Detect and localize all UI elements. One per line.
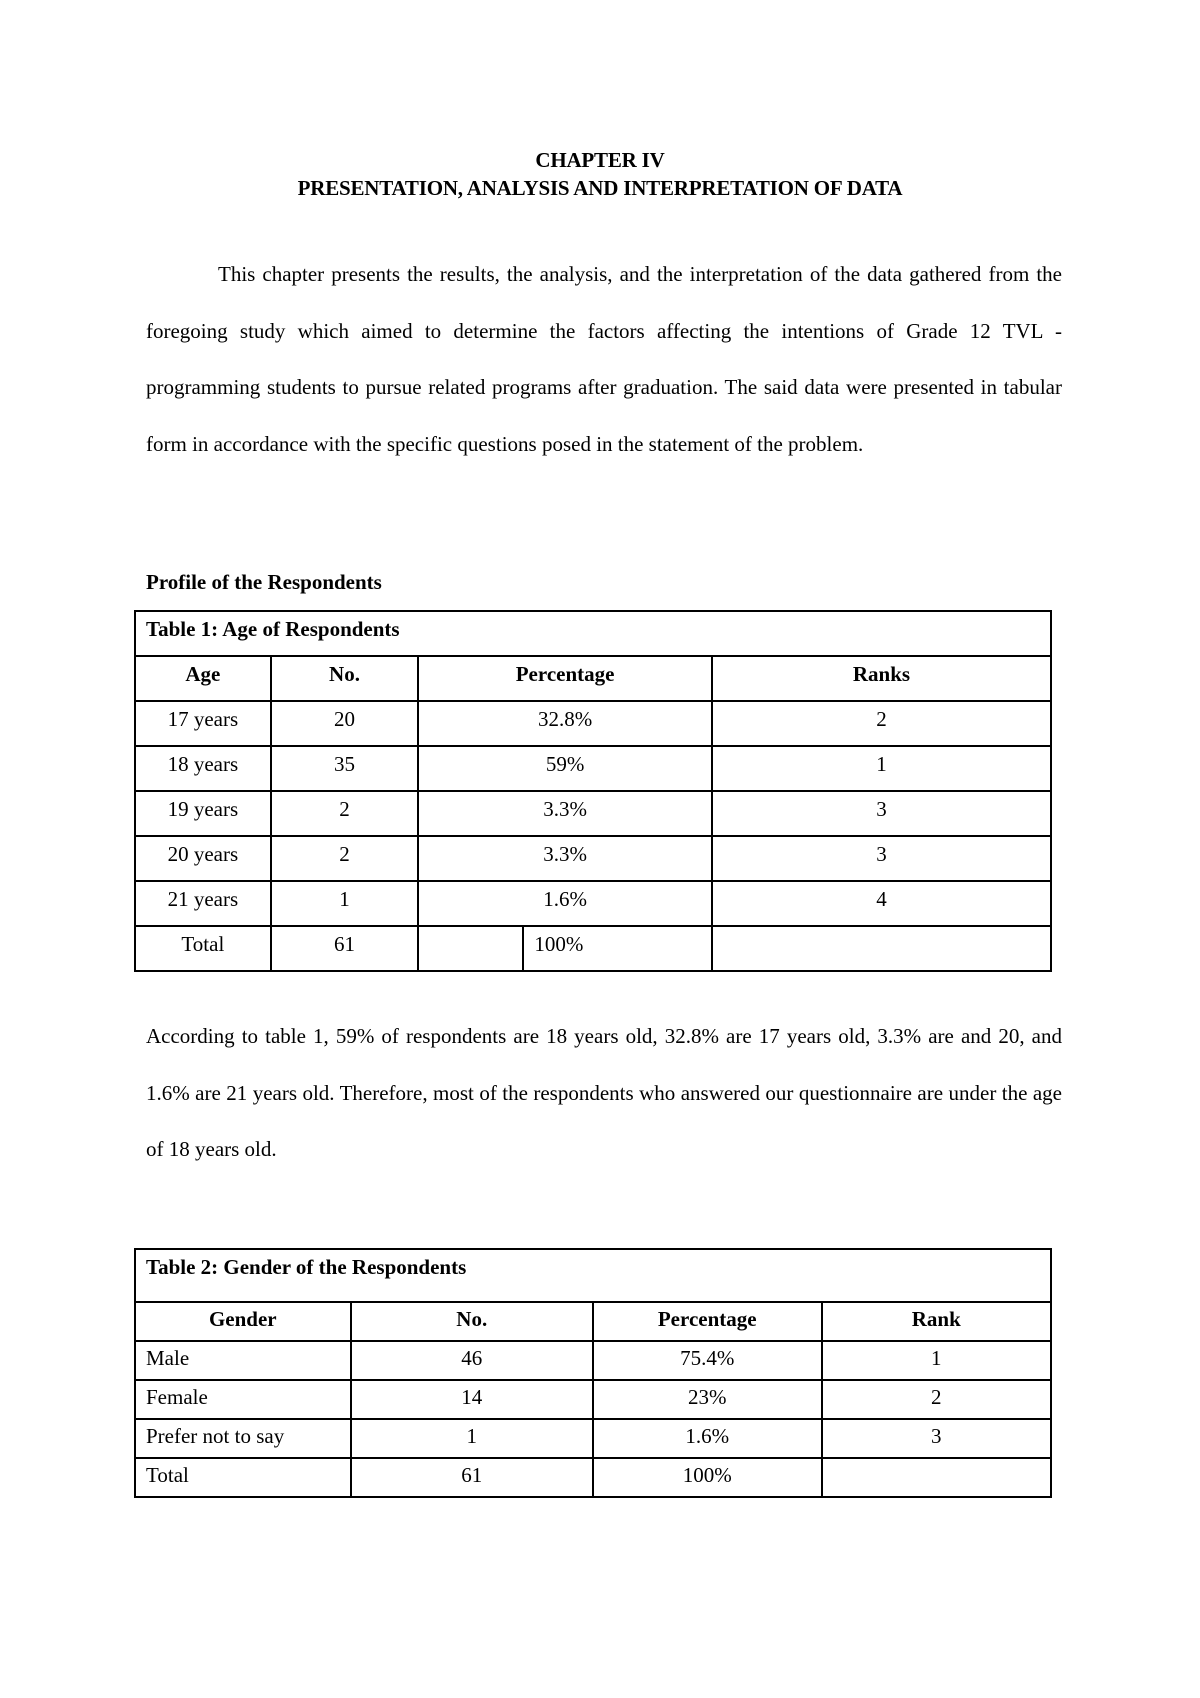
gender-cell: Female — [135, 1380, 351, 1419]
rank-cell: 2 — [822, 1380, 1051, 1419]
count-cell: 2 — [271, 836, 419, 881]
count-cell: 1 — [351, 1419, 593, 1458]
gender-table-header-row — [135, 1302, 1051, 1341]
rank-cell: 3 — [712, 836, 1051, 881]
count-cell: 2 — [271, 791, 419, 836]
table-row — [135, 836, 1051, 881]
age-cell: 21 years — [135, 881, 271, 926]
total-row — [135, 926, 1051, 971]
table1-paragraph: According to table 1, 59% of respondents are 18 years old, 32.8% are 17 years old, 3.3% are and 20, and 1.6% are 21 years old. Therefore, most of the respondents who answered our questionnaire are under the age of 18 years old. — [146, 1024, 1062, 1161]
chapter-title: PRESENTATION, ANALYSIS AND INTERPRETATION OF DATA — [297, 176, 903, 200]
total-row — [135, 1458, 1051, 1497]
rank-cell: 4 — [712, 881, 1051, 926]
header-ranks: Ranks — [712, 656, 1051, 701]
rank-cell: 3 — [822, 1419, 1051, 1458]
percentage-cell: 1.6% — [593, 1419, 822, 1458]
age-cell: 17 years — [135, 701, 271, 746]
percentage-cell: 59% — [418, 746, 712, 791]
split-divider — [419, 927, 524, 970]
total-percentage: 100% — [534, 932, 584, 956]
gender-table — [134, 1248, 1052, 1498]
rank-cell: 1 — [822, 1341, 1051, 1380]
table-row — [135, 1380, 1051, 1419]
age-cell: 18 years — [135, 746, 271, 791]
age-cell: 19 years — [135, 791, 271, 836]
intro-paragraph-text: This chapter presents the results, the analysis, and the interpretation of the data gathered from the foregoing study which aimed to determine the factors affecting the intentions of Grade 12 TVL -programming students to pursue related programs after graduation. The said data were presented in tabular form in accordance with the specific questions posed in the statement of the problem. — [146, 262, 1062, 456]
header-gender: Gender — [135, 1302, 351, 1341]
total-percentage: 100% — [593, 1458, 822, 1497]
total-count: 61 — [351, 1458, 593, 1497]
percentage-cell: 3.3% — [418, 836, 712, 881]
percentage-cell: 1.6% — [418, 881, 712, 926]
gender-cell: Prefer not to say — [135, 1419, 351, 1458]
percentage-cell: 32.8% — [418, 701, 712, 746]
header-percentage: Percentage — [418, 656, 712, 701]
age-table-header-row — [135, 656, 1051, 701]
percentage-cell: 3.3% — [418, 791, 712, 836]
header-percentage: Percentage — [593, 1302, 822, 1341]
section-heading: Profile of the Respondents — [146, 570, 382, 594]
header-no: No. — [271, 656, 419, 701]
count-cell: 46 — [351, 1341, 593, 1380]
gender-cell: Male — [135, 1341, 351, 1380]
table-row — [135, 881, 1051, 926]
rank-cell: 2 — [712, 701, 1051, 746]
table-row — [135, 701, 1051, 746]
total-count: 61 — [271, 926, 419, 971]
age-cell: 20 years — [135, 836, 271, 881]
percentage-cell: 23% — [593, 1380, 822, 1419]
intro-paragraph — [146, 246, 1062, 472]
total-label: Total — [135, 926, 271, 971]
total-percentage-cell — [418, 926, 712, 971]
table-row — [135, 791, 1051, 836]
count-cell: 14 — [351, 1380, 593, 1419]
age-table — [134, 610, 1052, 972]
total-rank — [822, 1458, 1051, 1497]
gender-table-caption: Table 2: Gender of the Respondents — [135, 1249, 1051, 1302]
count-cell: 20 — [271, 701, 419, 746]
count-cell: 35 — [271, 746, 419, 791]
total-label: Total — [135, 1458, 351, 1497]
header-no: No. — [351, 1302, 593, 1341]
chapter-number: CHAPTER IV — [535, 148, 665, 172]
rank-cell: 3 — [712, 791, 1051, 836]
age-table-caption: Table 1: Age of Respondents — [135, 611, 1051, 656]
table-row — [135, 746, 1051, 791]
table-row — [135, 1341, 1051, 1380]
total-rank — [712, 926, 1051, 971]
table-row — [135, 1419, 1051, 1458]
header-rank: Rank — [822, 1302, 1051, 1341]
rank-cell: 1 — [712, 746, 1051, 791]
percentage-cell: 75.4% — [593, 1341, 822, 1380]
count-cell: 1 — [271, 881, 419, 926]
header-age: Age — [135, 656, 271, 701]
